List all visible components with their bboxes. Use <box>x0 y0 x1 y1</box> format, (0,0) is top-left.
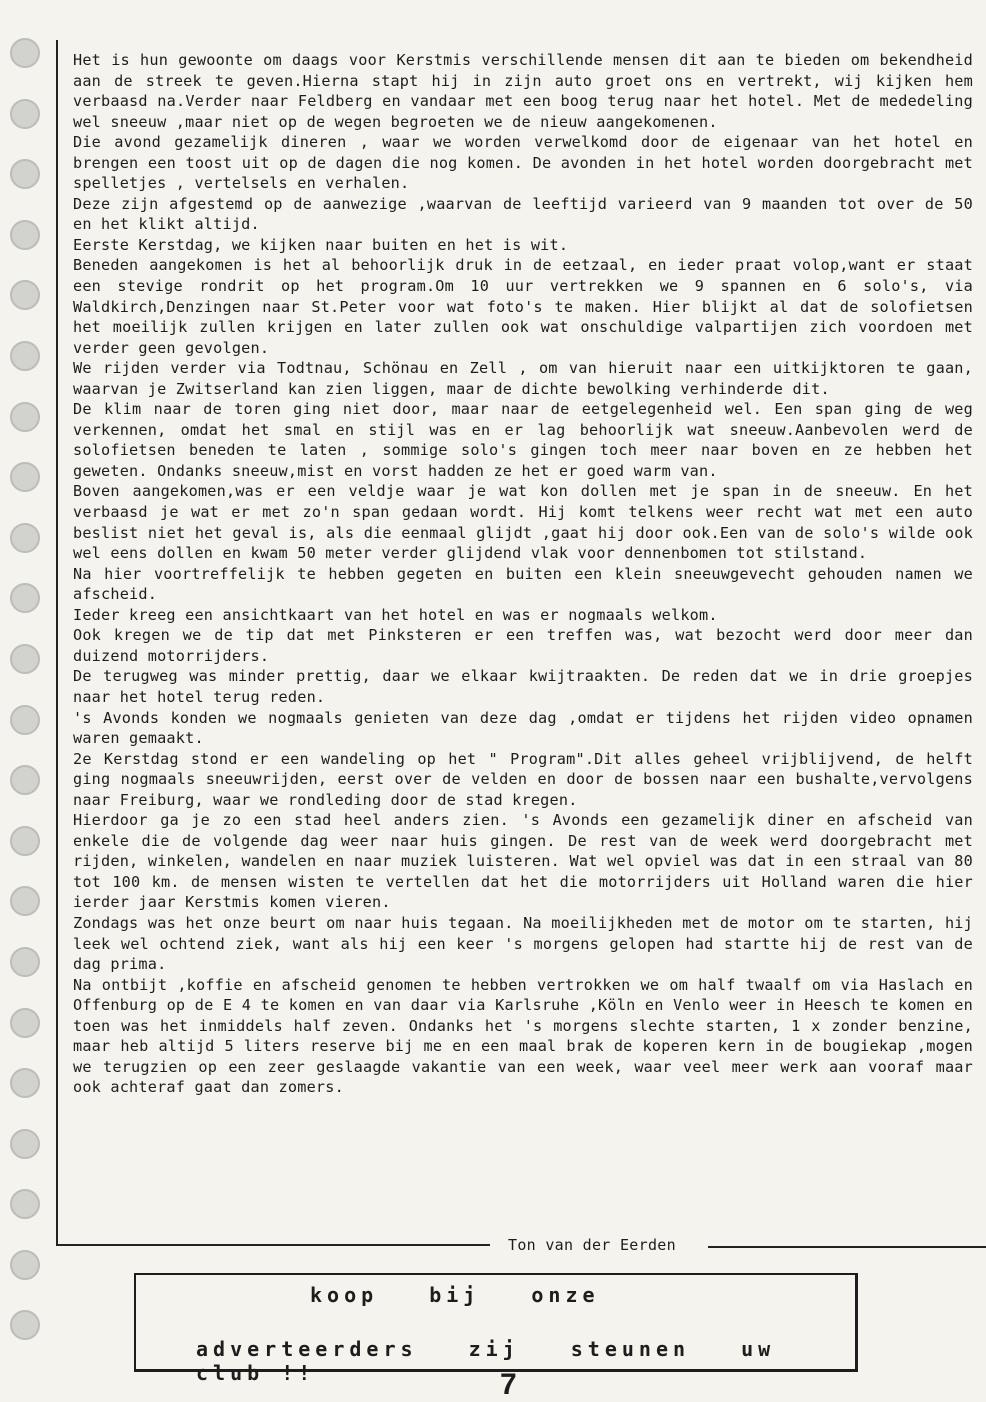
paragraph: Na ontbijt ,koffie en afscheid genomen te hebben vertrokken we om half twaalf om via Haslach en Offenburg op de E 4 te komen en van daar via Karlsruhe ,Köln en Venlo weer in Heesch te komen en toen was het inmiddels half zeven. Ondanks het 's morgens slechte starten, 1 x zonder benzine, maar heb altijd 5 liters reserve bij me en een maal brak de koperen kern in de bougiekap ,mogen we terugzien op een zeer geslaagde vakantie van een week, waar veel meer werk aan vooraf maar ook achteraf gaat dan zomers. <box>73 975 973 1097</box>
binder-hole <box>10 523 40 553</box>
paragraph: Het is hun gewoonte om daags voor Kerstmis verschillende mensen dit aan te bieden om bekendheid aan de streek te geven.Hierna stapt hij in zijn auto groet ons en vertrekt, wij kijken hem verbaasd na.Verder naar Feldberg en vandaar met een boog terug naar het hotel. Met de mededeling wel sneeuw ,maar niet op de wegen begroeten we de nieuw aangekomenen. <box>73 51 973 131</box>
binder-hole <box>10 1189 40 1219</box>
ad-word: koop <box>310 1283 379 1307</box>
binder-hole <box>10 402 40 432</box>
binder-hole <box>10 280 40 310</box>
paragraph: Ook kregen we de tip dat met Pinksteren er een treffen was, wat bezocht werd door meer dan duizend motorrijders. <box>73 626 973 665</box>
paragraph: De terugweg was minder prettig, daar we elkaar kwijtraakten. De reden dat we in drie groepjes naar het hotel terug reden. <box>73 667 973 706</box>
binder-hole <box>10 1310 40 1340</box>
binder-hole <box>10 220 40 250</box>
binder-hole <box>10 341 40 371</box>
paragraph: Hierdoor ga je zo een stad heel anders zien. 's Avonds een gezamelijk diner en afscheid van enkele die de volgende dag weer naar huis gingen. De rest van de week werd doorgebracht met rijden, winkelen, wandelen en naar muziek luisteren. Wat wel opviel was dat in een straal van 80 tot 100 km. de mensen wisten te vertellen dat het die motorrijders uit Holland waren die hier ierder jaar Kerstmis komen vieren. <box>73 811 973 912</box>
frame-bottom-rule-left <box>56 1244 490 1246</box>
binder-hole <box>10 644 40 674</box>
paragraph: Deze zijn afgestemd op de aanwezige ,waarvan de leeftijd varieerd van 9 maanden tot over de 50 en het klikt altijd. <box>73 194 973 234</box>
ad-word: zij <box>468 1337 520 1361</box>
binder-hole <box>10 947 40 977</box>
paragraph: 2e Kerstdag stond er een wandeling op het " Program".Dit alles geheel vrijblijvend, de helft ging nogmaals sneeuwrijden, eerst over de velden en door de bossen naar een bushalte,vervolgens naar Freiburg, waar we rondleding door de stad kregen. <box>73 749 973 809</box>
article-body <box>73 50 973 1098</box>
paragraph: De klim naar de toren ging niet door, maar naar de eetgelegenheid wel. Een span ging de weg verkennen, omdat het smal en stijl was en er lag behoorlijk wat sneeuw.Aanbevolen werd de solofietsen beneden te laten , sommige solo's gingen toch meer naar boven en ze hebben het geweten. Ondanks sneeuw,mist en vorst hadden ze het er goed warm van. <box>73 400 973 480</box>
binder-hole <box>10 1008 40 1038</box>
paragraph: Die avond gezamelijk dineren , waar we worden verwelkomd door de eigenaar van het hotel en brengen een toost uit op de dagen die nog komen. De avonden in het hotel worden doorgebracht met spelletjes , vertelsels en verhalen. <box>73 133 973 193</box>
paragraph: Beneden aangekomen is het al behoorlijk druk in de eetzaal, en ieder praat volop,want er staat een stevige rondrit op het program.Om 10 uur vertrekken we 9 spannen en 6 solo's, via Waldkirch,Denzingen naar St.Peter voor wat foto's te maken. Hier blijkt al dat de solofietsen het moeilijk zullen krijgen en later zullen ook wat onschuldige valpartijen zich voordoen met verder geen gevolgen. <box>73 256 973 357</box>
ad-line-2 <box>196 1337 855 1385</box>
frame-bottom-rule-right <box>708 1246 986 1248</box>
ad-word: bij <box>429 1283 481 1307</box>
ad-word: onze <box>531 1283 600 1307</box>
frame-left-rule <box>56 40 58 1245</box>
advertisement-box <box>134 1273 858 1385</box>
binder-hole <box>10 886 40 916</box>
page-number: 7 <box>500 1368 517 1401</box>
binder-hole <box>10 583 40 613</box>
paragraph: Boven aangekomen,was er een veldje waar je wat kon dollen met je span in de sneeuw. En het verbaasd je wat er met zo'n span gedaan wordt. Hij komt telkens weer recht wat met een auto beslist niet het geval is, als die eenmaal glijdt ,gaat hij door ook.Een van de solo's wilde ook wel eens dollen en kwam 50 meter verder glijdend vlak voor dennenbomen tot stilstand. <box>73 482 973 563</box>
ad-word: club !! <box>196 1361 316 1385</box>
paragraph: Eerste Kerstdag, we kijken naar buiten en het is wit. <box>73 235 569 254</box>
binder-hole <box>10 462 40 492</box>
ad-line-1 <box>310 1283 634 1307</box>
binder-hole <box>10 159 40 189</box>
paragraph: We rijden verder via Todtnau, Schönau en Zell , om van hieruit naar een uitkijktoren te gaan, waarvan je Zwitserland kan zien liggen, maar de dichte bewolking verhinderde dit. <box>73 359 973 398</box>
paragraph: Zondags was het onze beurt om naar huis tegaan. Na moeilijkheden met de motor om te starten, hij leek wel ochtend ziek, want als hij een keer 's morgens gelopen had startte hij de rest van de dag prima. <box>73 913 973 974</box>
paragraph: Na hier voortreffelijk te hebben gegeten en buiten een klein sneeuwgevecht gehouden namen we afscheid. <box>73 564 973 604</box>
binder-hole <box>10 826 40 856</box>
ad-word: uw <box>741 1337 776 1361</box>
binder-hole <box>10 765 40 795</box>
paragraph: 's Avonds konden we nogmaals genieten van deze dag ,omdat er tijdens het rijden video opnamen waren gemaakt. <box>73 708 973 748</box>
binder-hole <box>10 99 40 129</box>
binder-hole <box>10 705 40 735</box>
binder-hole <box>10 1068 40 1098</box>
paragraph: Ieder kreeg een ansichtkaart van het hotel en was er nogmaals welkom. <box>73 605 718 624</box>
binder-hole <box>10 1129 40 1159</box>
author-signature: Ton van der Eerden <box>508 1236 676 1254</box>
binder-holes <box>10 38 44 1371</box>
ad-word: steunen <box>570 1337 691 1361</box>
binder-hole <box>10 38 40 68</box>
ad-word: adverteerders <box>196 1337 418 1361</box>
binder-hole <box>10 1250 40 1280</box>
